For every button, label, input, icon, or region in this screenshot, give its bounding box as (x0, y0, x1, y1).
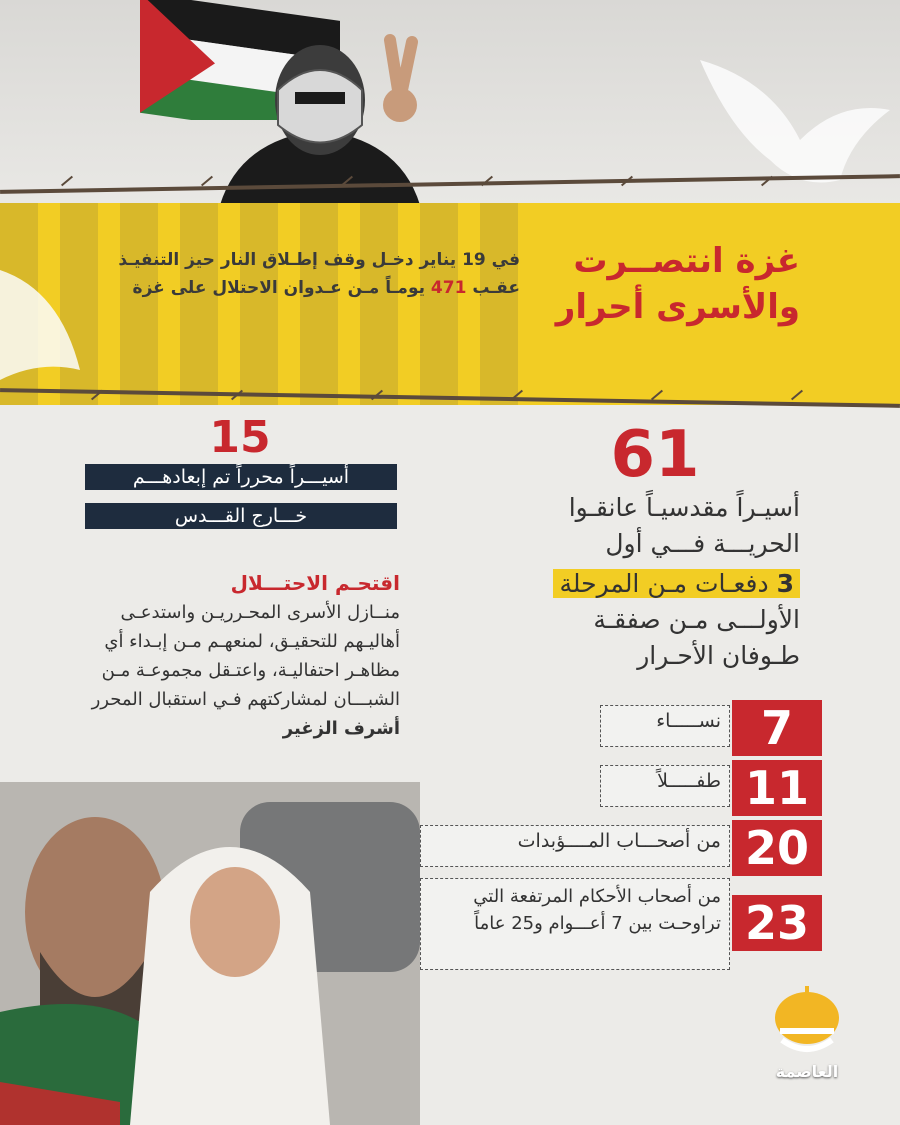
brand-logo (762, 978, 852, 1088)
intro-text: في 19 يناير دخـل وقف إطـلاق النار حيز التنفيـذ عقـب 471 يومـاً مـن عـدوان الاحتلال على غزة (118, 250, 520, 298)
raid-body: منــازل الأسرى المحـرريـن واستدعـى أهاليـهم للتحقيـق، لمنعهـم مـن إبـداء أي مظاهـر احتفاليـة، واعتـقل مجموعـة مـن الشبـــان لمشاركتهم فـي استقبال المحرر أشرف الزغير (91, 602, 400, 739)
barbed-wire-top (0, 168, 900, 198)
stat-label-life: من أصحـــاب المــــؤبدات (420, 825, 730, 867)
brand-name: العاصمة (775, 1062, 839, 1081)
reunion-photo (0, 782, 420, 1125)
headline (540, 238, 800, 330)
raid-title: اقتحـم الاحتـــلال (230, 571, 400, 595)
dome-logo-icon (762, 978, 852, 1058)
stat-value-women: 7 (732, 700, 822, 756)
deported-line-1: أسيـــراً محرراً تم إبعادهـــم (85, 464, 397, 490)
jerusalem-count: 61 (610, 418, 700, 492)
raid-section (80, 568, 400, 743)
stat-label-children: طفـــــلاً (600, 765, 730, 807)
jerusalem-text: أسيـراً مقدسيـاً عانقـوا الحريـــة فـــي أول 3 دفعـات مـن المرحلة الأولـــى مـن صفقـة طـوفان الأحـرار (500, 490, 800, 674)
stat-value-life: 20 (732, 820, 822, 876)
dove-left-icon (0, 230, 90, 390)
headline-line-2: والأسرى أحرار (555, 287, 800, 327)
barbed-wire-bottom (0, 382, 900, 412)
reunion-photo-icon (0, 782, 420, 1125)
stat-value-children: 11 (732, 760, 822, 816)
stat-value-high: 23 (732, 895, 822, 951)
deported-line-2: خـــارج القـــدس (85, 503, 397, 529)
stat-label-women: نســـــاء (600, 705, 730, 747)
days-count: 471 (430, 278, 467, 298)
headline-line-1: غزة انتصــرت (573, 241, 800, 281)
stat-label-high: من أصحاب الأحكام المرتفعة التي تراوحـت بين 7 أعـــوام و25 عاماً (420, 878, 730, 970)
prisoner-name: أشرف الزغير (282, 718, 400, 739)
deported-count: 15 (209, 412, 271, 463)
batches-highlight: 3 دفعـات مـن المرحلة (500, 566, 800, 602)
